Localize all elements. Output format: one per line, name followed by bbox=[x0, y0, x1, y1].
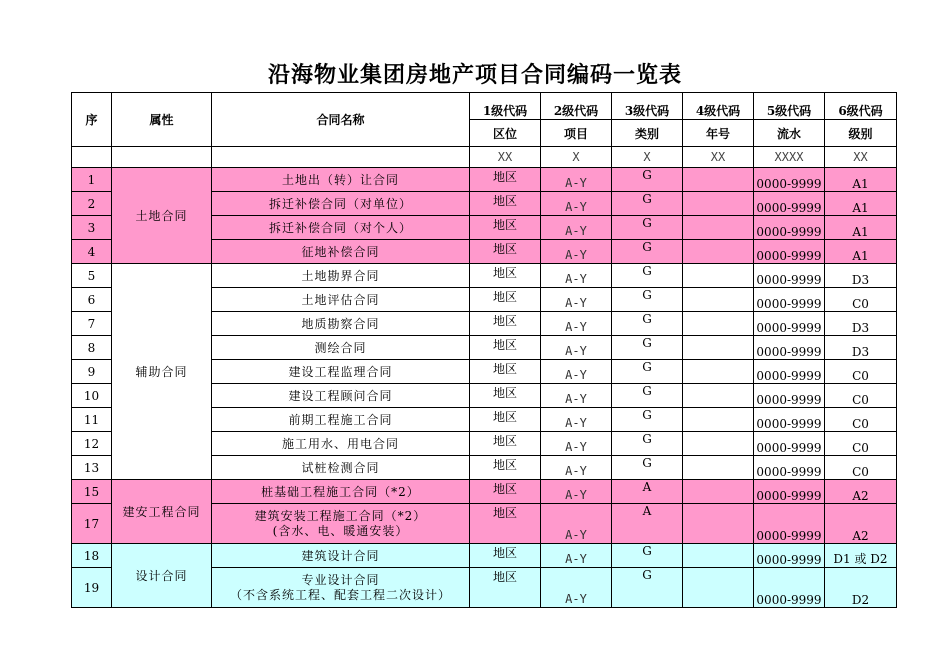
row-attribute: 设计合同 bbox=[112, 544, 212, 608]
code-level: C0 bbox=[825, 456, 897, 480]
table-row bbox=[72, 544, 897, 568]
code-project: A-Y bbox=[541, 568, 612, 608]
contract-name-line: 桩基础工程施工合同（*2） bbox=[261, 485, 420, 499]
code-region: 地区 bbox=[470, 384, 541, 408]
code-serial: 0000-9999 bbox=[754, 504, 825, 544]
code-year bbox=[683, 504, 754, 544]
header-name: 合同名称 bbox=[212, 93, 470, 147]
row-seq: 3 bbox=[72, 216, 112, 240]
contract-name bbox=[212, 432, 470, 456]
code-region: 地区 bbox=[470, 480, 541, 504]
code-region: 地区 bbox=[470, 456, 541, 480]
code-project: A-Y bbox=[541, 432, 612, 456]
row-attribute: 建安工程合同 bbox=[112, 480, 212, 544]
code-year bbox=[683, 336, 754, 360]
contract-name-line: 土地评估合同 bbox=[301, 293, 380, 307]
contract-name-line: 建设工程顾问合同 bbox=[288, 389, 393, 403]
header-seq: 序 bbox=[72, 93, 112, 147]
code-project: A-Y bbox=[541, 288, 612, 312]
code-level: C0 bbox=[825, 384, 897, 408]
contract-name bbox=[212, 384, 470, 408]
contract-name bbox=[212, 456, 470, 480]
code-project: A-Y bbox=[541, 264, 612, 288]
row-attribute: 辅助合同 bbox=[112, 264, 212, 480]
pattern-blank bbox=[212, 147, 470, 168]
code-region: 地区 bbox=[470, 544, 541, 568]
code-level: D3 bbox=[825, 312, 897, 336]
row-seq: 18 bbox=[72, 544, 112, 568]
code-level: C0 bbox=[825, 288, 897, 312]
contract-name bbox=[212, 216, 470, 240]
code-year bbox=[683, 312, 754, 336]
code-level: A2 bbox=[825, 504, 897, 544]
code-year bbox=[683, 216, 754, 240]
code-serial: 0000-9999 bbox=[754, 408, 825, 432]
code-serial: 0000-9999 bbox=[754, 480, 825, 504]
code-year bbox=[683, 264, 754, 288]
contract-code-table bbox=[71, 92, 897, 608]
contract-name bbox=[212, 192, 470, 216]
row-seq: 13 bbox=[72, 456, 112, 480]
contract-name-line: 建设工程监理合同 bbox=[288, 365, 393, 379]
contract-name-line: 建筑安装工程施工合同（*2） bbox=[254, 508, 427, 523]
row-seq: 11 bbox=[72, 408, 112, 432]
page-title: 沿海物业集团房地产项目合同编码一览表 bbox=[267, 63, 682, 88]
row-seq: 4 bbox=[72, 240, 112, 264]
contract-name bbox=[212, 168, 470, 192]
header-sub-3: 类别 bbox=[612, 120, 683, 147]
header-pattern-row bbox=[72, 147, 897, 168]
contract-name-line: 土地出（转）让合同 bbox=[281, 173, 399, 187]
code-serial: 0000-9999 bbox=[754, 264, 825, 288]
code-project: A-Y bbox=[541, 168, 612, 192]
code-project: A-Y bbox=[541, 240, 612, 264]
code-year bbox=[683, 288, 754, 312]
contract-name bbox=[212, 312, 470, 336]
contract-name-line: 地质勘察合同 bbox=[301, 317, 380, 331]
pattern-2: X bbox=[541, 147, 612, 168]
code-category: G bbox=[612, 264, 683, 288]
code-serial: 0000-9999 bbox=[754, 192, 825, 216]
code-project: A-Y bbox=[541, 456, 612, 480]
code-region: 地区 bbox=[470, 336, 541, 360]
code-region: 地区 bbox=[470, 360, 541, 384]
code-category: G bbox=[612, 456, 683, 480]
code-region: 地区 bbox=[470, 216, 541, 240]
code-level: D2 bbox=[825, 568, 897, 608]
contract-name-note: (含水、电、暖通安装） bbox=[272, 523, 409, 538]
header-attr: 属性 bbox=[112, 93, 212, 147]
code-category: G bbox=[612, 544, 683, 568]
code-project: A-Y bbox=[541, 384, 612, 408]
code-year bbox=[683, 544, 754, 568]
row-seq: 7 bbox=[72, 312, 112, 336]
contract-name bbox=[212, 408, 470, 432]
contract-name-line: 拆迁补偿合同（对单位） bbox=[268, 197, 412, 211]
header-level-1: 1级代码 bbox=[470, 93, 541, 120]
code-year bbox=[683, 360, 754, 384]
contract-name-line: 测绘合同 bbox=[314, 341, 367, 355]
header-sub-6: 级别 bbox=[825, 120, 897, 147]
code-year bbox=[683, 568, 754, 608]
code-project: A-Y bbox=[541, 480, 612, 504]
row-seq: 17 bbox=[72, 504, 112, 544]
code-level: D3 bbox=[825, 336, 897, 360]
pattern-3: X bbox=[612, 147, 683, 168]
code-project: A-Y bbox=[541, 544, 612, 568]
header-sub-4: 年号 bbox=[683, 120, 754, 147]
header-row bbox=[72, 93, 897, 120]
code-region: 地区 bbox=[470, 568, 541, 608]
contract-name-note: （不含系统工程、配套工程二次设计） bbox=[229, 587, 451, 602]
code-project: A-Y bbox=[541, 408, 612, 432]
code-serial: 0000-9999 bbox=[754, 456, 825, 480]
row-seq: 2 bbox=[72, 192, 112, 216]
contract-name-line: 前期工程施工合同 bbox=[288, 413, 393, 427]
contract-name-line: 专业设计合同 bbox=[301, 572, 380, 587]
contract-name-line: 建筑设计合同 bbox=[301, 549, 380, 563]
code-year bbox=[683, 168, 754, 192]
pattern-1: XX bbox=[470, 147, 541, 168]
code-category: G bbox=[612, 240, 683, 264]
code-project: A-Y bbox=[541, 312, 612, 336]
code-serial: 0000-9999 bbox=[754, 568, 825, 608]
code-year bbox=[683, 240, 754, 264]
code-project: A-Y bbox=[541, 504, 612, 544]
code-serial: 0000-9999 bbox=[754, 360, 825, 384]
row-attribute: 土地合同 bbox=[112, 168, 212, 264]
code-category: G bbox=[612, 432, 683, 456]
row-seq: 10 bbox=[72, 384, 112, 408]
contract-name bbox=[212, 504, 470, 544]
pattern-blank bbox=[112, 147, 212, 168]
code-region: 地区 bbox=[470, 432, 541, 456]
row-seq: 9 bbox=[72, 360, 112, 384]
code-category: G bbox=[612, 568, 683, 608]
code-year bbox=[683, 408, 754, 432]
code-category: G bbox=[612, 360, 683, 384]
code-serial: 0000-9999 bbox=[754, 336, 825, 360]
header-level-5: 5级代码 bbox=[754, 93, 825, 120]
row-seq: 8 bbox=[72, 336, 112, 360]
row-seq: 1 bbox=[72, 168, 112, 192]
code-serial: 0000-9999 bbox=[754, 288, 825, 312]
contract-name bbox=[212, 240, 470, 264]
code-serial: 0000-9999 bbox=[754, 168, 825, 192]
code-category: G bbox=[612, 336, 683, 360]
code-serial: 0000-9999 bbox=[754, 240, 825, 264]
code-year bbox=[683, 192, 754, 216]
header-sub-5: 流水 bbox=[754, 120, 825, 147]
code-category: G bbox=[612, 192, 683, 216]
header-level-2: 2级代码 bbox=[541, 93, 612, 120]
code-category: G bbox=[612, 312, 683, 336]
pattern-5: XXXX bbox=[754, 147, 825, 168]
contract-name-line: 试桩检测合同 bbox=[301, 461, 380, 475]
row-seq: 15 bbox=[72, 480, 112, 504]
code-level: A1 bbox=[825, 216, 897, 240]
header-sub-2: 项目 bbox=[541, 120, 612, 147]
code-level: A1 bbox=[825, 168, 897, 192]
table-row bbox=[72, 264, 897, 288]
contract-name-line: 拆迁补偿合同（对个人） bbox=[268, 221, 412, 235]
code-project: A-Y bbox=[541, 192, 612, 216]
code-year bbox=[683, 384, 754, 408]
contract-name-line: 征地补偿合同 bbox=[301, 245, 380, 259]
contract-name bbox=[212, 336, 470, 360]
table-row bbox=[72, 168, 897, 192]
code-serial: 0000-9999 bbox=[754, 312, 825, 336]
code-region: 地区 bbox=[470, 264, 541, 288]
contract-name bbox=[212, 264, 470, 288]
code-level: D3 bbox=[825, 264, 897, 288]
code-category: A bbox=[612, 504, 683, 544]
code-year bbox=[683, 456, 754, 480]
code-year bbox=[683, 480, 754, 504]
code-region: 地区 bbox=[470, 408, 541, 432]
code-project: A-Y bbox=[541, 216, 612, 240]
code-region: 地区 bbox=[470, 240, 541, 264]
code-level: D1 或 D2 bbox=[825, 544, 897, 568]
code-serial: 0000-9999 bbox=[754, 432, 825, 456]
contract-name bbox=[212, 544, 470, 568]
contract-name bbox=[212, 360, 470, 384]
code-category: G bbox=[612, 216, 683, 240]
row-seq: 6 bbox=[72, 288, 112, 312]
code-level: C0 bbox=[825, 432, 897, 456]
code-level: A1 bbox=[825, 192, 897, 216]
code-category: G bbox=[612, 168, 683, 192]
code-region: 地区 bbox=[470, 192, 541, 216]
code-level: C0 bbox=[825, 360, 897, 384]
code-level: A2 bbox=[825, 480, 897, 504]
code-serial: 0000-9999 bbox=[754, 544, 825, 568]
code-category: G bbox=[612, 288, 683, 312]
code-serial: 0000-9999 bbox=[754, 384, 825, 408]
contract-name bbox=[212, 480, 470, 504]
pattern-4: XX bbox=[683, 147, 754, 168]
code-category: G bbox=[612, 384, 683, 408]
contract-name-line: 施工用水、用电合同 bbox=[281, 437, 399, 451]
row-seq: 5 bbox=[72, 264, 112, 288]
table-row bbox=[72, 480, 897, 504]
code-year bbox=[683, 432, 754, 456]
code-level: C0 bbox=[825, 408, 897, 432]
code-level: A1 bbox=[825, 240, 897, 264]
pattern-blank bbox=[72, 147, 112, 168]
row-seq: 19 bbox=[72, 568, 112, 608]
contract-name bbox=[212, 288, 470, 312]
header-level-3: 3级代码 bbox=[612, 93, 683, 120]
code-region: 地区 bbox=[470, 168, 541, 192]
row-seq: 12 bbox=[72, 432, 112, 456]
header-sub-1: 区位 bbox=[470, 120, 541, 147]
code-region: 地区 bbox=[470, 504, 541, 544]
code-category: A bbox=[612, 480, 683, 504]
code-category: G bbox=[612, 408, 683, 432]
contract-name bbox=[212, 568, 470, 608]
code-project: A-Y bbox=[541, 336, 612, 360]
code-serial: 0000-9999 bbox=[754, 216, 825, 240]
header-level-4: 4级代码 bbox=[683, 93, 754, 120]
contract-name-line: 土地勘界合同 bbox=[301, 269, 380, 283]
pattern-6: XX bbox=[825, 147, 897, 168]
code-region: 地区 bbox=[470, 288, 541, 312]
code-region: 地区 bbox=[470, 312, 541, 336]
header-level-6: 6级代码 bbox=[825, 93, 897, 120]
code-project: A-Y bbox=[541, 360, 612, 384]
